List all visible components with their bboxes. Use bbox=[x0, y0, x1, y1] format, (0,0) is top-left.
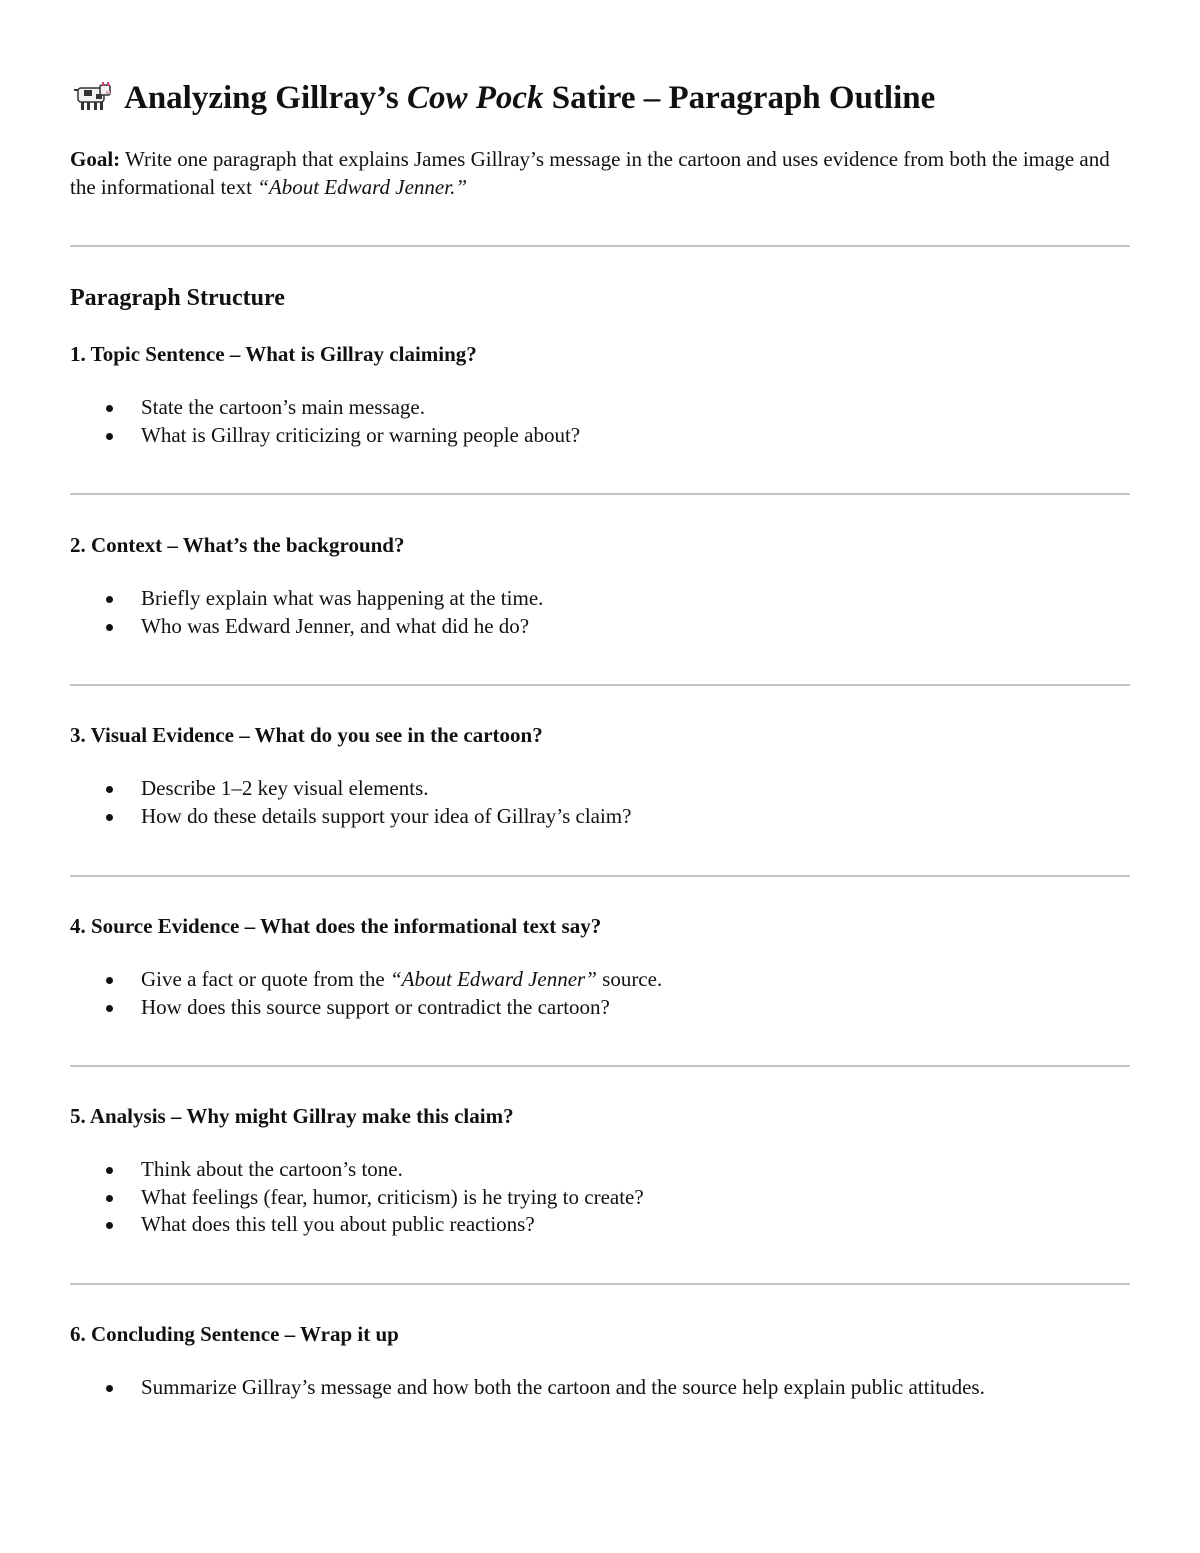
page-title bbox=[72, 76, 935, 124]
list-item bbox=[70, 1156, 644, 1184]
bullet-icon bbox=[106, 977, 113, 984]
bullet-icon bbox=[106, 786, 113, 793]
list-item-text: Summarize Gillray’s message and how both the cartoon and the source help explain public attitudes. bbox=[141, 1375, 985, 1399]
list-item-text: Describe 1–2 key visual elements. bbox=[141, 776, 429, 800]
list-item-text: Think about the cartoon’s tone. bbox=[141, 1157, 403, 1181]
title-text-end: Satire – Paragraph Outline bbox=[543, 80, 936, 116]
list-item bbox=[70, 994, 662, 1022]
title-text: Analyzing Gillray’s bbox=[124, 80, 407, 116]
bullet-icon bbox=[106, 596, 113, 603]
section-4-list bbox=[70, 966, 662, 1021]
bullet-icon bbox=[106, 1222, 113, 1229]
divider bbox=[70, 245, 1130, 247]
section-1-heading: 1. Topic Sentence – What is Gillray claiming? bbox=[70, 342, 477, 366]
goal-source: “About Edward Jenner.” bbox=[257, 175, 468, 199]
bullet-icon bbox=[106, 624, 113, 631]
section-2-heading: 2. Context – What’s the background? bbox=[70, 533, 405, 557]
section-5-list bbox=[70, 1156, 644, 1239]
section-3-heading: 3. Visual Evidence – What do you see in the cartoon? bbox=[70, 723, 543, 747]
list-item bbox=[70, 1211, 644, 1239]
title-italic: Cow Pock bbox=[406, 80, 544, 116]
section-6-heading: 6. Concluding Sentence – Wrap it up bbox=[70, 1322, 399, 1346]
section-heading: Paragraph Structure bbox=[70, 285, 285, 311]
list-item bbox=[70, 803, 631, 831]
list-item bbox=[70, 1184, 644, 1212]
bullet-icon bbox=[106, 814, 113, 821]
list-item bbox=[70, 775, 631, 803]
list-item-text: source. bbox=[596, 967, 663, 991]
list-item bbox=[70, 613, 543, 641]
list-item-text: Give a fact or quote from the bbox=[141, 967, 390, 991]
divider bbox=[70, 1065, 1130, 1067]
list-item bbox=[70, 585, 543, 613]
list-item bbox=[70, 1374, 985, 1402]
list-item-text: What is Gillray criticizing or warning people about? bbox=[141, 422, 581, 447]
bullet-icon bbox=[106, 1005, 113, 1012]
list-item bbox=[70, 966, 662, 994]
bullet-icon bbox=[106, 1385, 113, 1392]
list-item bbox=[70, 394, 580, 422]
list-item-text: What does this tell you about public reactions? bbox=[141, 1212, 535, 1236]
divider bbox=[70, 684, 1130, 686]
source-title: “About Edward Jenner” bbox=[390, 967, 597, 991]
divider bbox=[70, 493, 1130, 495]
cow-icon bbox=[72, 80, 112, 124]
section-1-list bbox=[70, 394, 580, 449]
list-item-text: How do these details support your idea of Gillray’s claim? bbox=[141, 803, 632, 828]
divider bbox=[70, 875, 1130, 877]
bullet-icon bbox=[106, 1167, 113, 1174]
list-item-text: Briefly explain what was happening at the time. bbox=[141, 586, 544, 610]
list-item-text: How does this source support or contradict the cartoon? bbox=[141, 994, 610, 1019]
bullet-icon bbox=[106, 405, 113, 412]
goal-text: Write one paragraph that explains James Gillray’s message in the cartoon and uses evidence from both the image and the informational text bbox=[70, 147, 1110, 199]
section-6-list bbox=[70, 1374, 985, 1402]
section-4-heading: 4. Source Evidence – What does the informational text say? bbox=[70, 914, 602, 938]
goal-paragraph bbox=[70, 145, 1135, 201]
bullet-icon bbox=[106, 1195, 113, 1202]
section-5-heading: 5. Analysis – Why might Gillray make this claim? bbox=[70, 1104, 514, 1128]
bullet-icon bbox=[106, 433, 113, 440]
list-item-text: What feelings (fear, humor, criticism) is he trying to create? bbox=[141, 1184, 644, 1209]
list-item bbox=[70, 422, 580, 450]
goal-label: Goal: bbox=[70, 147, 121, 171]
section-2-list bbox=[70, 585, 543, 640]
list-item-text: State the cartoon’s main message. bbox=[141, 395, 426, 419]
divider bbox=[70, 1283, 1130, 1285]
section-3-list bbox=[70, 775, 631, 830]
list-item-text: Who was Edward Jenner, and what did he do? bbox=[141, 613, 530, 638]
